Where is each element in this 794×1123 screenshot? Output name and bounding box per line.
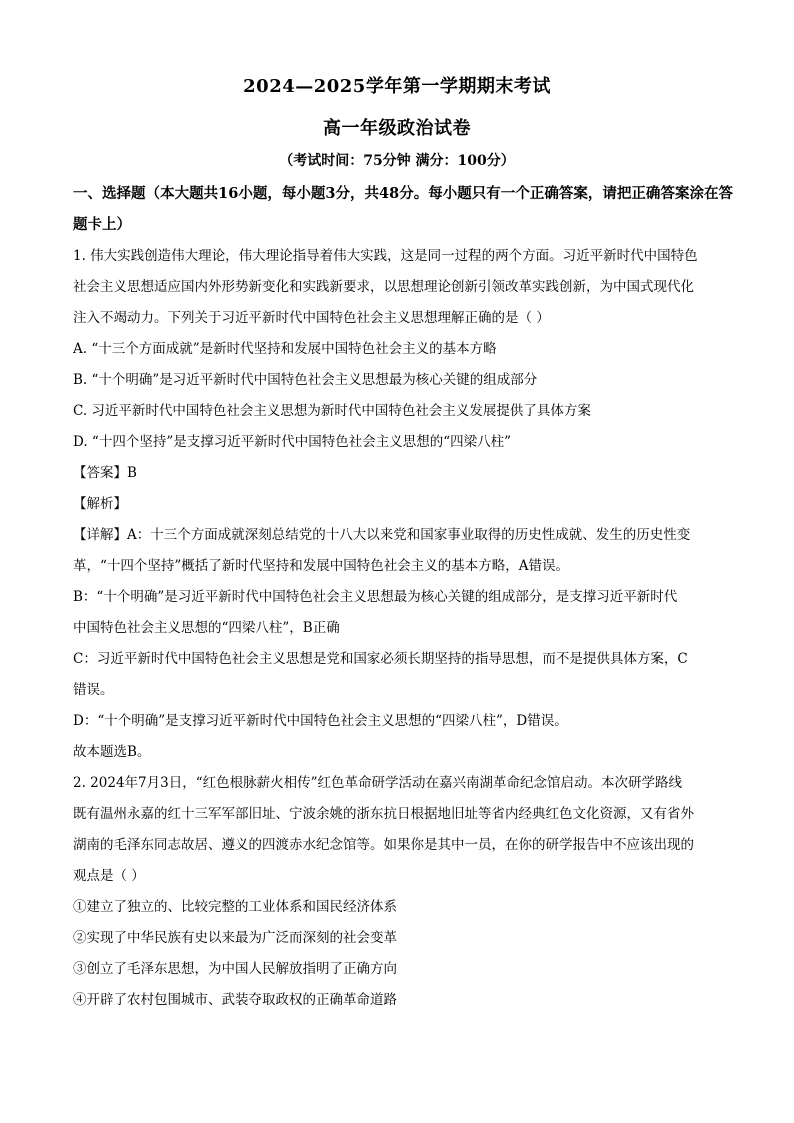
statement-3: ③创立了毛泽东思想，为中国人民解放指明了正确方向 [73,961,397,977]
text-line: 2. 2024年7月3日，“红色根脉薪火相传”红色革命研学活动在嘉兴南湖革命纪念馆启动。本次研学路线 [73,775,683,791]
option-c: C. 习近平新时代中国特色社会主义思想为新时代中国特色社会主义发展提供了具体方案 [73,403,591,419]
exam-info: （考试时间：75分钟 满分：100分） [279,153,515,169]
text-line: 注入不竭动力。下列关于习近平新时代中国特色社会主义思想理解正确的是（ ） [73,310,550,326]
exam-title: 2024—2025学年第一学期期末考试 [243,76,551,97]
text-line: C：习近平新时代中国特色社会主义思想是党和国家必须长期坚持的指导思想，而不是提供具体方案，C [73,651,688,667]
option-a: A. “十三个方面成就”是新时代坚持和发展中国特色社会主义的基本方略 [73,341,497,357]
text-line: 错误。 [73,682,114,698]
text-line: 【详解】A：十三个方面成就深刻总结党的十八大以来党和国家事业取得的历史性成就、发生的历史性变 [73,527,691,543]
text-line: D：“十个明确”是支撑习近平新时代中国特色社会主义思想的“四梁八柱”，D错误。 [73,713,568,729]
text-line: 中国特色社会主义思想的“四梁八柱”，B正确 [73,620,340,636]
text-line: 湖南的毛泽东同志故居、遵义的四渡赤水纪念馆等。如果你是其中一员，在你的研学报告中不应该出现的 [73,837,694,853]
section-heading: 一、选择题（本大题共16小题，每小题3分，共48分。每小题只有一个正确答案，请把正确答案涂在答题卡上） [73,185,733,233]
text-line: 社会主义思想适应国内外形势新变化和实践新要求，以思想理论创新引领改革实践创新，为中国式现代化 [73,279,694,295]
text-line: 1. 伟大实践创造伟大理论，伟大理论指导着伟大实践，这是同一过程的两个方面。习近平新时代中国特色 [73,248,698,264]
option-d: D. “十四个坚持”是支撑习近平新时代中国特色社会主义思想的“四梁八柱” [73,434,512,450]
text-line: 革，“十四个坚持”概括了新时代坚持和发展中国特色社会主义的基本方略，A错误。 [73,558,570,574]
text-line: B：“十个明确”是习近平新时代中国特色社会主义思想最为核心关键的组成部分，是支撑习近平新时代 [73,589,678,605]
statement-4: ④开辟了农村包围城市、武装夺取政权的正确革命道路 [73,992,397,1008]
text-line: 既有温州永嘉的红十三军军部旧址、宁波余姚的浙东抗日根据地旧址等省内经典红色文化资源，又有省外 [73,806,694,822]
question-content [73,241,733,1016]
answer-label: 【答案】B [73,465,137,481]
exam-subject-title: 高一年级政治试卷 [323,118,471,139]
conclusion-line: 故本题选B。 [73,744,151,760]
analysis-label: 【解析】 [73,496,127,512]
statement-2: ②实现了中华民族有史以来最为广泛而深刻的社会变革 [73,930,397,946]
statement-1: ①建立了独立的、比较完整的工业体系和国民经济体系 [73,899,397,915]
text-line: 观点是（ ） [73,868,145,884]
option-b: B. “十个明确”是习近平新时代中国特色社会主义思想最为核心关键的组成部分 [73,372,538,388]
